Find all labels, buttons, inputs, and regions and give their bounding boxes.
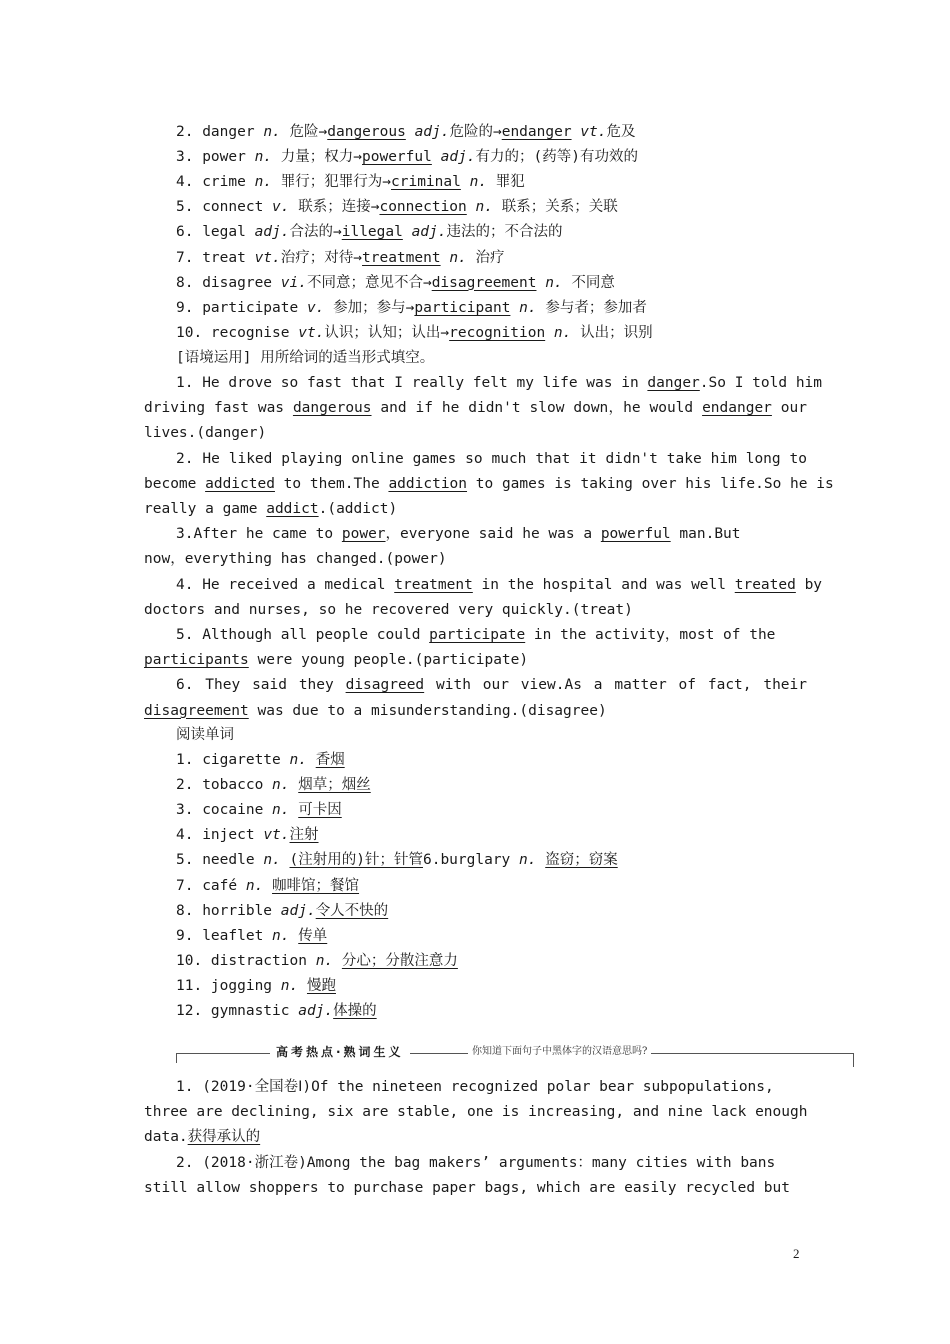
part-of-speech: n. [254, 149, 273, 166]
text-segment [403, 224, 412, 240]
reading-word-item [176, 823, 807, 848]
text-segment [406, 124, 415, 140]
text-segment [545, 325, 554, 341]
answer-text: recognition [449, 324, 546, 341]
answer-text: treatment [362, 249, 441, 266]
part-of-speech: adj. [440, 149, 476, 166]
text-segment: our [771, 400, 808, 417]
derivative-item [176, 321, 807, 346]
exam-line [176, 1151, 807, 1176]
text-segment: 不同意 [562, 274, 615, 291]
text-segment: to them.The [274, 475, 389, 492]
answer-text: 传单 [298, 927, 328, 944]
text-segment [467, 199, 476, 215]
part-of-speech: adj. [298, 1003, 334, 1019]
answer-text: participants [144, 652, 249, 669]
text-segment: 合法的→ [289, 224, 342, 241]
text-segment: 3. cocaine [176, 802, 273, 819]
reading-word-item [176, 874, 807, 899]
text-segment: 罪行；犯罪行为→ [272, 174, 392, 191]
part-of-speech: n. [272, 927, 290, 944]
part-of-speech: v. [272, 199, 290, 216]
part-of-speech: n. [245, 877, 264, 894]
answer-text: connection [379, 199, 467, 216]
text-segment [281, 852, 290, 868]
derivative-item [176, 296, 807, 321]
answer-text: danger [647, 375, 700, 391]
text-segment: 认识；认知；认出→ [324, 324, 450, 341]
text-segment: 危及 [606, 124, 636, 140]
part-of-speech: n. [272, 777, 290, 794]
answer-text: 获得承认的 [187, 1129, 261, 1146]
context-line [144, 598, 807, 623]
part-of-speech: vi. [280, 274, 307, 291]
text-segment: 6. legal [176, 224, 255, 241]
text-segment: 3.After he came to [176, 526, 342, 543]
text-segment: really a game [144, 501, 267, 517]
reading-word-item [176, 798, 807, 823]
part-of-speech: n. [475, 199, 493, 216]
exam-line [144, 1125, 807, 1150]
banner-right-bracket [853, 1053, 854, 1067]
derivative-item [176, 246, 807, 271]
text-segment: 2. danger [176, 124, 264, 140]
text-segment: was due to a misunderstanding.(disagree) [248, 702, 607, 719]
text-segment: 罪犯 [487, 174, 525, 191]
text-segment: driving fast was [144, 400, 293, 417]
part-of-speech: n. [315, 952, 334, 969]
context-line [176, 371, 823, 396]
reading-word-item [176, 748, 807, 773]
context-line [144, 547, 807, 572]
context-line [176, 447, 807, 472]
text-segment [298, 978, 307, 994]
answer-text: 咖啡馆；餐馆 [272, 877, 360, 894]
text-segment: 2. He liked playing online games so much that it didn't take him long to [176, 450, 807, 467]
text-segment: man.But [670, 526, 741, 543]
text-segment: still allow shoppers to purchase paper bags, which are easily recycled but [144, 1179, 791, 1196]
context-line [144, 396, 807, 421]
context-line [144, 472, 834, 497]
text-segment [432, 149, 441, 165]
part-of-speech: n. [254, 174, 273, 191]
context-line [176, 522, 807, 547]
part-of-speech: n. [272, 802, 290, 819]
text-segment: and if he didn't slow down，he would [371, 400, 703, 417]
answer-text: 可卡因 [298, 802, 342, 819]
context-line [176, 673, 807, 698]
text-segment: 联系；连接→ [289, 199, 380, 216]
text-segment [333, 953, 342, 969]
text-segment: 9. leaflet [176, 927, 273, 944]
text-segment: 7. treat [176, 249, 255, 266]
text-segment [536, 275, 545, 291]
text-segment: 参加；参与→ [324, 299, 415, 316]
derivative-item [176, 120, 807, 145]
reading-word-item [176, 848, 807, 873]
answer-text: 烟草；烟丝 [298, 777, 371, 794]
answer-text: 令人不快的 [315, 902, 389, 919]
text-segment: 6.burglary [422, 852, 520, 869]
text-segment: .(addict) [318, 501, 398, 517]
part-of-speech: n. [263, 852, 281, 869]
part-of-speech: adj. [414, 124, 450, 140]
text-segment: data. [144, 1129, 188, 1146]
text-segment [572, 124, 581, 140]
answer-text: illegal [341, 224, 403, 241]
answer-text: 慢跑 [306, 977, 336, 994]
text-segment: 违法的；不合法的 [446, 224, 563, 241]
part-of-speech: vt. [263, 827, 290, 844]
text-segment: 8. disagree [176, 274, 281, 291]
text-segment: lives.(danger) [144, 425, 267, 442]
text-segment [510, 300, 519, 316]
answer-text: 香烟 [315, 752, 345, 768]
answer-text: dangerous [327, 124, 406, 140]
derivative-item [176, 220, 807, 245]
text-segment: 4. He received a medical [176, 576, 395, 593]
context-line [144, 648, 807, 673]
text-segment: were young people.(participate) [248, 652, 529, 669]
answer-text: disagreed [345, 677, 425, 694]
context-line [144, 497, 807, 522]
text-segment [290, 777, 299, 793]
text-segment: 2. (2018·浙江卷)Among the bag makers’ arguments：many cities with bans [176, 1154, 776, 1171]
answer-text: endanger [501, 124, 572, 140]
text-segment: 12. gymnastic [176, 1003, 299, 1019]
banner-subtitle: 你知道下面句子中黑体字的汉语意思吗? [468, 1043, 651, 1061]
part-of-speech: n. [280, 977, 299, 994]
context-line [144, 421, 807, 446]
section-banner [176, 1040, 854, 1070]
context-line [144, 699, 807, 724]
text-segment [307, 752, 316, 768]
text-segment [461, 174, 470, 190]
exam-line [144, 1100, 807, 1125]
text-segment: 4. inject [176, 827, 264, 844]
text-segment: with our view.As a matter of fact, their [424, 677, 807, 694]
text-segment [290, 802, 299, 818]
part-of-speech: n. [263, 124, 281, 140]
text-segment: 治疗 [466, 249, 505, 266]
answer-text: participant [414, 299, 511, 316]
banner-left-bracket [176, 1053, 177, 1063]
part-of-speech: vt. [254, 249, 281, 266]
text-segment [290, 928, 299, 944]
answer-text: 盗窃；窃案 [545, 852, 618, 869]
text-segment: 1. cigarette [176, 752, 290, 768]
reading-word-item [176, 999, 807, 1024]
answer-text: powerful [600, 526, 671, 543]
answer-text: powerful [362, 149, 432, 166]
context-line [176, 573, 823, 598]
derivative-item [176, 271, 807, 296]
answer-text: treatment [394, 576, 473, 593]
answer-text: 体操的 [333, 1003, 377, 1019]
text-segment [536, 852, 545, 868]
context-line [176, 623, 807, 648]
text-segment: to games is taking over his life.So he is [467, 475, 834, 492]
answer-text: 注射 [289, 827, 319, 844]
reading-word-item [176, 924, 807, 949]
text-segment: 11. jogging [176, 977, 281, 994]
exam-line [144, 1176, 807, 1201]
text-segment: ，everyone said he was a [385, 526, 601, 543]
part-of-speech: vt. [580, 124, 607, 140]
reading-word-item [176, 773, 807, 798]
text-segment: in the hospital and was well [472, 576, 735, 593]
text-segment: 5. Although all people could [176, 627, 430, 643]
text-segment: 10. distraction [176, 952, 316, 969]
part-of-speech: adj. [280, 902, 316, 919]
answer-text: (注射用的)针；针管 [289, 852, 423, 869]
derivative-item [176, 170, 807, 195]
text-segment: 有力的；(药等)有功效的 [475, 149, 638, 166]
answer-text: addict [266, 501, 319, 517]
part-of-speech: n. [449, 249, 467, 266]
answer-text: disagreement [431, 274, 537, 291]
text-segment: 6. They said they [176, 677, 346, 694]
page-number: 2 [793, 1246, 800, 1261]
part-of-speech: v. [306, 299, 325, 316]
text-segment: 2. tobacco [176, 777, 273, 794]
context-heading: [语境运用] 用所给词的适当形式填空。 [176, 350, 435, 366]
answer-text: participate [429, 627, 526, 643]
derivative-item [176, 145, 807, 170]
part-of-speech: n. [545, 274, 563, 291]
text-segment: 危险→ [280, 124, 328, 140]
answer-text: dangerous [292, 400, 372, 417]
reading-heading: 阅读单词 [176, 727, 234, 743]
answer-text: treated [734, 576, 796, 593]
answer-text: disagreement [144, 702, 249, 719]
text-segment: 认出；识别 [571, 324, 653, 341]
text-segment: 不同意；意见不合→ [306, 274, 432, 291]
text-segment: now，everything has changed.(power) [144, 551, 447, 568]
exam-line [176, 1075, 807, 1100]
text-segment: 7. café [176, 877, 246, 894]
answer-text: addicted [205, 475, 275, 492]
text-segment: 治疗；对待→ [280, 249, 363, 266]
banner-title: 高考热点·熟词生义 [270, 1042, 410, 1062]
text-segment: 4. crime [176, 174, 255, 191]
answer-text: 分心；分散注意力 [341, 952, 458, 969]
part-of-speech: vt. [298, 324, 325, 341]
text-segment: in the activity，most of the [525, 627, 776, 643]
part-of-speech: adj. [411, 224, 447, 241]
text-segment: 5. needle [176, 852, 264, 869]
part-of-speech: n. [519, 299, 537, 316]
text-segment: 参与者；参加者 [536, 299, 647, 316]
text-segment: doctors and nurses, so he recovered very quickly.(treat) [144, 601, 633, 618]
text-segment: 危险的→ [449, 124, 502, 140]
reading-word-item [176, 949, 807, 974]
answer-text: criminal [391, 174, 461, 191]
text-segment: .So I told him [699, 375, 823, 391]
text-segment: 10. recognise [176, 324, 299, 341]
answer-text: endanger [702, 400, 772, 417]
reading-word-item [176, 974, 807, 999]
part-of-speech: adj. [254, 224, 290, 241]
text-segment: become [144, 475, 206, 492]
part-of-speech: n. [553, 324, 572, 341]
text-segment: 1. He drove so fast that I really felt my life was in [176, 375, 648, 391]
text-segment [263, 878, 272, 894]
text-segment: 联系；关系；关联 [492, 199, 618, 216]
part-of-speech: n. [469, 174, 488, 191]
text-segment: 5. connect [176, 199, 273, 216]
text-segment: three are declining, six are stable, one is increasing, and nine lack enough [144, 1104, 808, 1121]
part-of-speech: n. [519, 852, 537, 869]
text-segment: 8. horrible [176, 902, 281, 919]
answer-text: addiction [388, 475, 468, 492]
part-of-speech: n. [289, 752, 307, 768]
text-segment: by [795, 576, 823, 593]
text-segment: 9. participate [176, 299, 307, 316]
text-segment: 1. (2019·全国卷Ⅰ)Of the nineteen recognized polar bear subpopulations, [176, 1079, 774, 1095]
text-segment: 力量；权力→ [272, 149, 363, 166]
reading-word-item [176, 899, 807, 924]
derivative-item [176, 195, 807, 220]
text-segment: 3. power [176, 149, 255, 166]
answer-text: power [341, 526, 386, 543]
